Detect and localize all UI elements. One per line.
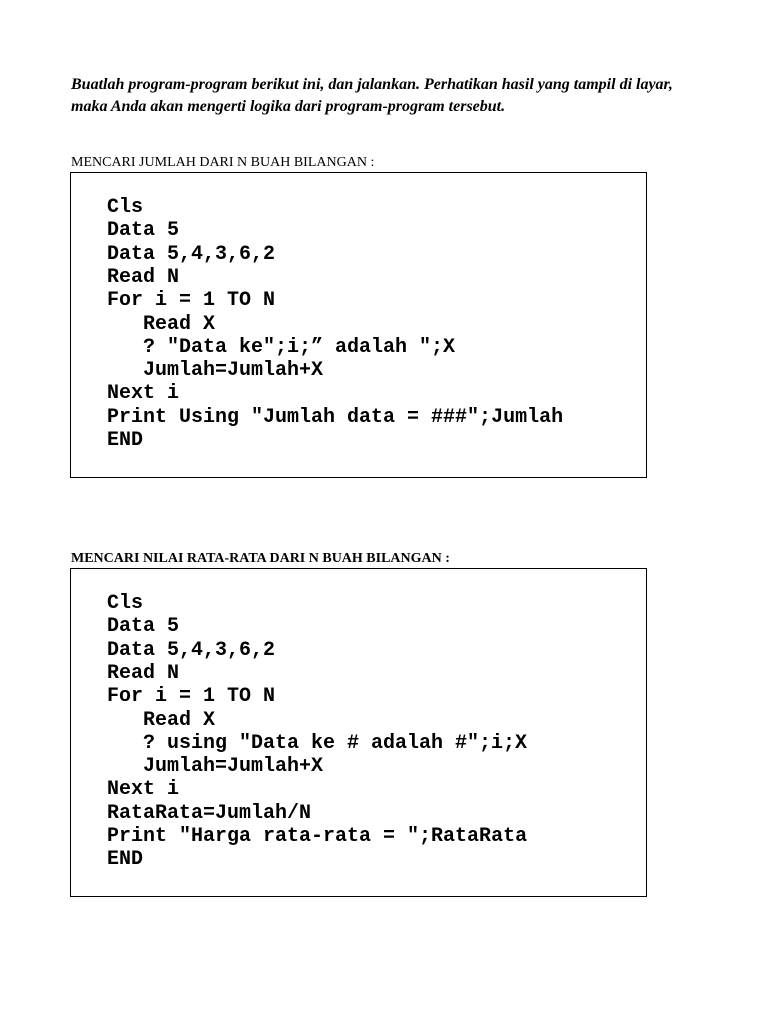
code-line: Read N bbox=[107, 661, 180, 685]
code-line: Print Using "Jumlah data = ###";Jumlah bbox=[107, 405, 564, 429]
section-heading-sum: MENCARI JUMLAH DARI N BUAH BILANGAN : bbox=[71, 155, 375, 170]
code-line: Jumlah=Jumlah+X bbox=[143, 755, 324, 779]
code-box-average bbox=[70, 568, 647, 897]
code-line: END bbox=[107, 848, 144, 872]
code-line: Jumlah=Jumlah+X bbox=[143, 359, 324, 383]
code-line: Data 5 bbox=[107, 615, 180, 639]
code-line: Read X bbox=[143, 708, 216, 732]
code-line: For i = 1 TO N bbox=[107, 289, 276, 313]
code-line: Data 5 bbox=[107, 219, 180, 243]
code-box-sum bbox=[70, 172, 647, 478]
code-line: Cls bbox=[107, 196, 144, 219]
intro-paragraph: Buatlah program-program berikut ini, dan jalankan. Perhatikan hasil yang tampil di layar, maka Anda akan mengerti logika dari program-program tersebut. bbox=[71, 76, 673, 115]
code-line: RataRata=Jumlah/N bbox=[107, 801, 312, 825]
code-line: Next i bbox=[107, 778, 180, 802]
code-line: Print "Harga rata-rata = ";RataRata bbox=[107, 825, 528, 848]
code-line: For i = 1 TO N bbox=[107, 685, 276, 709]
code-line: Read N bbox=[107, 265, 180, 289]
code-line: Data 5,4,3,6,2 bbox=[107, 242, 276, 266]
code-line: Cls bbox=[107, 592, 144, 615]
section-heading-average: MENCARI NILAI RATA-RATA DARI N BUAH BILANGAN : bbox=[71, 551, 450, 566]
code-line: Data 5,4,3,6,2 bbox=[107, 638, 276, 662]
code-line: Next i bbox=[107, 382, 180, 406]
code-line: Read X bbox=[143, 312, 216, 336]
code-line: END bbox=[107, 429, 144, 452]
code-line: ? using "Data ke # adalah #";i;X bbox=[143, 731, 528, 755]
code-line: ? "Data ke";i;” adalah ";X bbox=[143, 335, 456, 359]
